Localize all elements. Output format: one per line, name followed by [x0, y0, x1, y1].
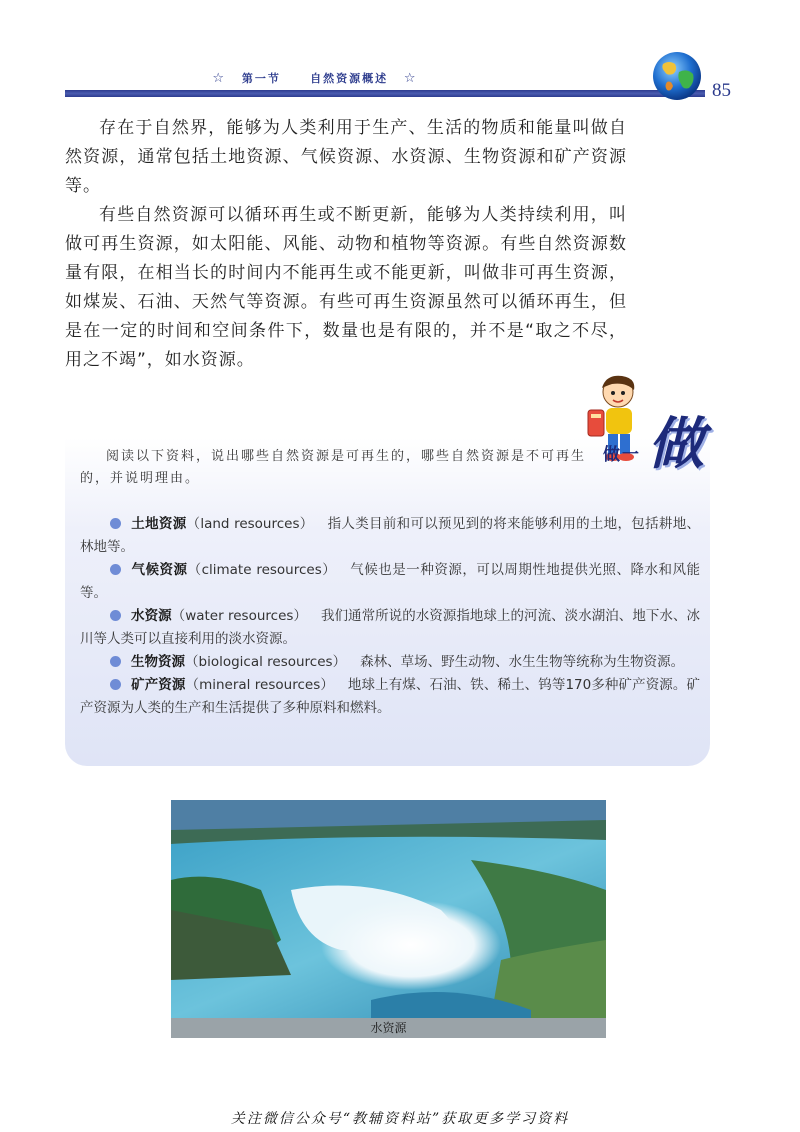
bullet-icon — [110, 518, 121, 529]
resource-name: 生物资源 — [131, 654, 185, 670]
resource-list — [80, 513, 700, 720]
globe-icon — [651, 50, 703, 102]
resource-name: 水资源 — [131, 608, 172, 624]
resource-name: 气候资源 — [131, 562, 188, 578]
resource-term: （land resources） — [186, 516, 314, 532]
section-title: 自然资源概述 — [310, 72, 389, 85]
page-number: 85 — [712, 80, 731, 101]
activity-badge-big: 做 — [648, 411, 704, 477]
star-icon: ☆ — [212, 71, 227, 86]
resource-desc: 我们通常所说的水资源指地球上的河流、淡水湖泊、地下水、冰川等人类可以直接利用的淡水资源。 — [80, 608, 700, 647]
resource-desc: 森林、草场、野生动物、水生生物等统称为生物资源。 — [360, 654, 685, 670]
resource-name: 矿产资源 — [131, 677, 186, 693]
paragraph: 有些自然资源可以循环再生或不断更新，能够为人类持续利用，叫做可再生资源，如太阳能、风能、动物和植物等资源。有些自然资源数量有限，在相当长的时间内不能再生或不能更新，叫做非可再生资源，如煤炭、石油、天然气等资源。有些可再生资源虽然可以循环再生，但是在一定的时间和空间条件下，数量也是有限的，并不是“取之不尽，用之不竭”，如水资源。 — [65, 205, 627, 370]
list-item — [80, 674, 700, 720]
running-header — [0, 70, 630, 86]
bullet-icon — [110, 656, 121, 667]
page-header — [0, 0, 800, 110]
star-icon: ☆ — [403, 71, 418, 86]
resource-term: （biological resources） — [185, 654, 347, 670]
list-item — [80, 605, 700, 651]
list-item — [80, 651, 700, 674]
resource-term: （mineral resources） — [185, 677, 334, 693]
resource-name: 土地资源 — [131, 516, 187, 532]
photo-caption: 水资源 — [171, 1018, 606, 1038]
resource-desc: 地球上有煤、石油、铁、稀土、钨等170多种矿产资源。矿产资源为人类的生产和生活提供了多种原料和燃料。 — [80, 677, 700, 716]
list-item — [80, 513, 700, 559]
waterfall-photo — [171, 800, 606, 1018]
bullet-icon — [110, 679, 121, 690]
resource-desc: 指人类目前和可以预见到的将来能够利用的土地，包括耕地、林地等。 — [80, 516, 701, 555]
paragraph: 存在于自然界，能够为人类利用于生产、生活的物质和能量叫做自然资源，通常包括土地资源、气候资源、水资源、生物资源和矿产资源等。 — [65, 118, 627, 196]
main-text — [65, 114, 627, 375]
footer-note: 关注微信公众号“教辅资料站”获取更多学习资料 — [230, 1111, 570, 1127]
resource-desc: 气候也是一种资源，可以周期性地提供光照、降水和风能等。 — [80, 562, 701, 601]
header-rule — [65, 90, 705, 97]
resource-term: （climate resources） — [187, 562, 337, 578]
activity-badge-small: 做一 — [603, 445, 641, 465]
instruction-text: 阅读以下资料，说出哪些自然资源是可再生的，哪些自然资源是不可再生的，并说明理由。 — [80, 449, 587, 486]
activity-instruction — [80, 446, 600, 490]
bullet-icon — [110, 610, 121, 621]
resource-term: （water resources） — [171, 608, 307, 624]
section-label: 第一节 — [241, 72, 281, 85]
bullet-icon — [110, 564, 121, 575]
list-item — [80, 559, 700, 605]
